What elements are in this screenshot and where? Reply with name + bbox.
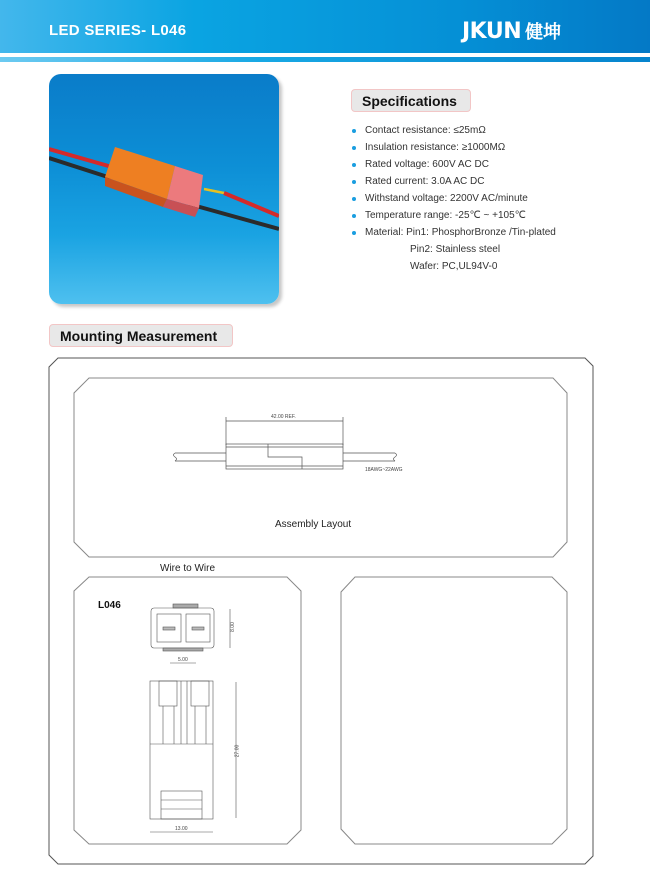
spec-text: Material: Pin1: PhosphorBronze /Tin-plated xyxy=(365,227,556,238)
contact-left xyxy=(163,627,175,630)
side-slot-left xyxy=(159,681,177,706)
spec-text: Rated voltage: 600V AC DC xyxy=(365,159,489,170)
page-title: LED SERIES- L046 xyxy=(49,22,187,39)
brand-logo-cjk: 健坤 xyxy=(525,22,562,42)
spec-material-pin2: Pin2: Stainless steel xyxy=(410,244,501,255)
connector-body xyxy=(226,444,343,469)
spec-text: Insulation resistance: ≥1000MΩ xyxy=(365,142,506,153)
side-slot-right xyxy=(191,681,209,706)
side-outline xyxy=(150,681,213,819)
pitch-dim-label: 5.00 xyxy=(178,657,188,663)
outer-frame xyxy=(49,358,593,864)
height-dim-label: 8.00 xyxy=(229,622,236,632)
wire-gauge-label: 18AWG~22AWG xyxy=(365,467,403,473)
spec-text: Withstand voltage: 2200V AC/minute xyxy=(365,193,528,204)
width-dim-label: 13.00 xyxy=(175,826,188,832)
assembly-drawing xyxy=(174,417,397,469)
front-view-drawing xyxy=(151,604,230,663)
empty-panel xyxy=(341,577,567,844)
spec-text: Temperature range: -25℃ ~ +105℃ xyxy=(365,210,526,221)
split-line xyxy=(268,444,302,469)
wire-to-wire-caption: Wire to Wire xyxy=(160,563,215,574)
brand-logo-latin: JKUN xyxy=(462,18,522,44)
side-view-drawing xyxy=(150,681,236,832)
spec-material-wafer: Wafer: PC,UL94V-0 xyxy=(410,261,498,272)
specifications-heading: Specifications xyxy=(351,89,471,112)
wire-break-right xyxy=(394,453,397,461)
assembly-layout-caption: Assembly Layout xyxy=(275,519,352,530)
spec-text: Contact resistance: ≤25mΩ xyxy=(365,125,486,136)
wire-break-left xyxy=(174,453,177,461)
bottom-tab xyxy=(163,648,203,651)
model-label: L046 xyxy=(98,600,121,611)
contact-right xyxy=(192,627,204,630)
wire-to-wire-panel xyxy=(74,577,301,844)
latch-block xyxy=(161,791,202,819)
top-tab xyxy=(173,604,198,608)
spec-text: Rated current: 3.0A AC DC xyxy=(365,176,485,187)
assembly-length-label: 42.00 REF. xyxy=(271,414,296,420)
mounting-heading: Mounting Measurement xyxy=(49,324,233,347)
assembly-panel xyxy=(74,378,567,557)
length-dim-label: 27.00 xyxy=(234,744,241,758)
